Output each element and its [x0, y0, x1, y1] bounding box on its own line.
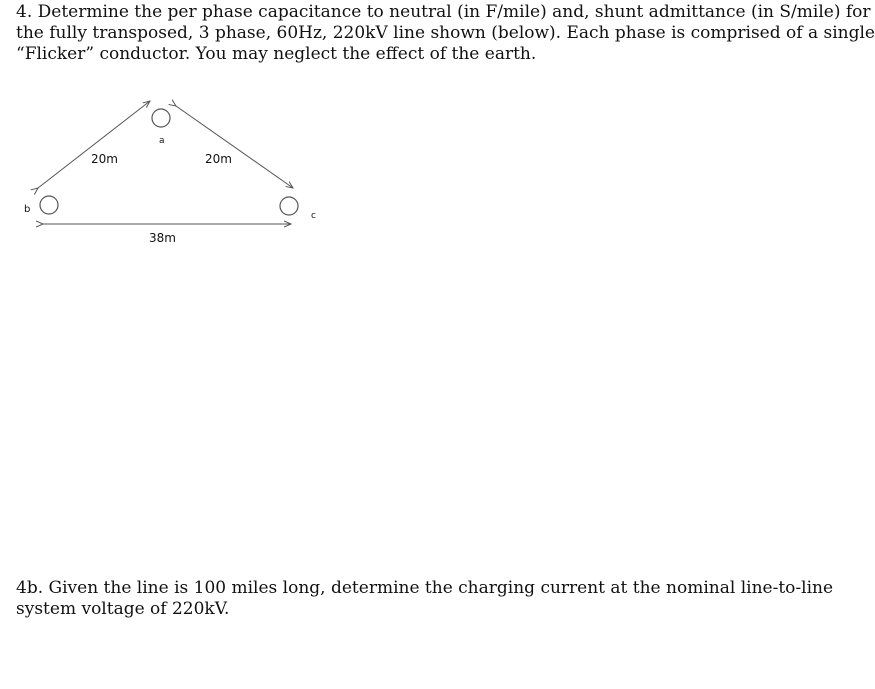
question-line-3: “Flicker” conductor. You may neglect the effect of the earth.: [16, 44, 537, 64]
conductor-label-b: b: [24, 204, 31, 215]
distance-label-ac: 20m: [205, 152, 232, 166]
distance-label-ab: 20m: [91, 152, 118, 166]
conductor-label-a: a: [159, 136, 165, 146]
distance-label-bc: 38m: [149, 231, 176, 245]
conductor-label-c: c: [311, 211, 316, 221]
question-line-2: the fully transposed, 3 phase, 60Hz, 220kV line shown (below). Each phase is comprised of a single: [16, 23, 875, 43]
part-b-text: [16, 578, 834, 620]
dimension-line-ac: [176, 106, 293, 188]
part-b-line-1: 4b. Given the line is 100 miles long, determine the charging current at the nominal line-to-line: [16, 578, 834, 598]
question-line-1: 4. Determine the per phase capacitance to neutral (in F/mile) and, shunt admittance (in S/mile) for: [16, 2, 871, 22]
conductor-c: [280, 197, 298, 215]
conductor-b: [40, 196, 58, 214]
conductor-a: [152, 109, 170, 127]
part-b-line-2: system voltage of 220kV.: [16, 599, 230, 619]
dimension-line-ab: [38, 101, 150, 188]
